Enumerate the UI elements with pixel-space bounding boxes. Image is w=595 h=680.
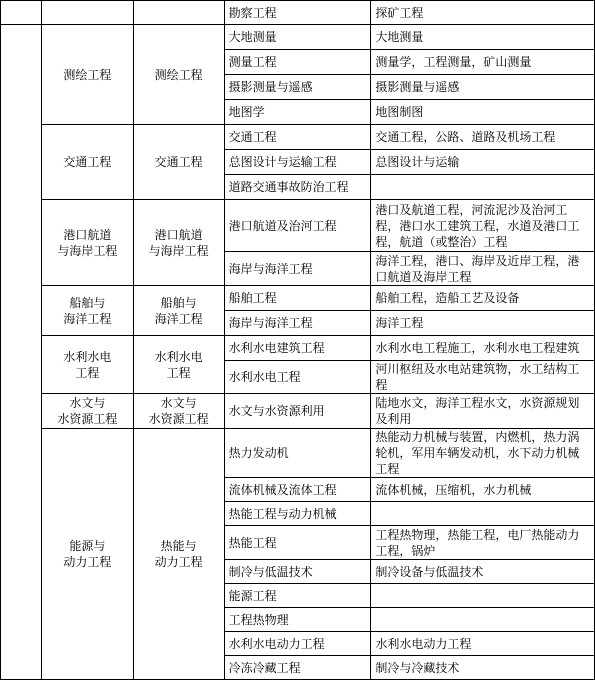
subject-cell: 水利水电动力工程 bbox=[224, 632, 371, 656]
subject-detail-cell: 工程热物理，热能工程，电厂热能动力工程，锅炉 bbox=[371, 526, 595, 560]
table-row bbox=[1, 200, 595, 252]
major-cell: 船舶与 海洋工程 bbox=[41, 286, 133, 336]
subject-detail-cell: 陆地水文，海洋工程水文，水资源规划及利用 bbox=[371, 394, 595, 429]
subject-detail-cell: 测量学，工程测量，矿山测量 bbox=[371, 50, 595, 75]
subject-cell: 水利水电建筑工程 bbox=[224, 336, 371, 361]
subject-cell: 热能工程与动力机械 bbox=[224, 502, 371, 526]
subject-detail-cell: 水利水电工程施工，水利水电工程建筑 bbox=[371, 336, 595, 361]
old-major-cell: 水文与 水资源工程 bbox=[133, 394, 224, 429]
subject-detail-cell: 海洋工程 bbox=[371, 311, 595, 336]
subject-detail-cell: 摄影测量与遥感 bbox=[371, 75, 595, 100]
subject-detail-cell: 制冷设备与低温技术 bbox=[371, 560, 595, 584]
table-row bbox=[1, 25, 595, 50]
subject-cell: 交通工程 bbox=[224, 125, 371, 150]
old-major-cell: 交通工程 bbox=[133, 125, 224, 200]
table-row bbox=[1, 125, 595, 150]
subject-cell: 海岸与海洋工程 bbox=[224, 252, 371, 286]
subject-cell: 能源工程 bbox=[224, 584, 371, 608]
subject-detail-cell: 海洋工程，港口、海岸及近岸工程，港口航道及海岸工程 bbox=[371, 252, 595, 286]
subject-cell: 大地测量 bbox=[224, 25, 371, 50]
subject-cell: 热能工程 bbox=[224, 526, 371, 560]
category-cell bbox=[1, 25, 42, 680]
subject-detail-cell: 船舶工程，造船工艺及设备 bbox=[371, 286, 595, 311]
old-major-cell bbox=[133, 1, 224, 25]
subject-detail-cell: 水利水电动力工程 bbox=[371, 632, 595, 656]
major-cell: 水文与 水资源工程 bbox=[41, 394, 133, 429]
subject-detail-cell: 制冷与冷藏技术 bbox=[371, 656, 595, 680]
subject-detail-cell: 探矿工程 bbox=[371, 1, 595, 25]
subject-detail-cell: 河川枢纽及水电站建筑物，水工结构工程 bbox=[371, 361, 595, 394]
subject-detail-cell: 热能动力机械与装置，内燃机，热力涡轮机，军用车辆发动机，水下动力机械工程 bbox=[371, 429, 595, 478]
table-row bbox=[1, 336, 595, 361]
major-cell: 港口航道 与海岸工程 bbox=[41, 200, 133, 286]
table-row bbox=[1, 429, 595, 478]
subject-detail-cell bbox=[371, 502, 595, 526]
subject-cell: 制冷与低温技术 bbox=[224, 560, 371, 584]
subject-detail-cell: 流体机械，压缩机，水力机械 bbox=[371, 478, 595, 502]
subject-detail-cell bbox=[371, 608, 595, 632]
subject-cell: 地图学 bbox=[224, 100, 371, 125]
old-major-cell: 测绘工程 bbox=[133, 25, 224, 125]
subject-cell: 工程热物理 bbox=[224, 608, 371, 632]
subject-cell: 冷冻冷藏工程 bbox=[224, 656, 371, 680]
old-major-cell: 热能与 动力工程 bbox=[133, 429, 224, 680]
major-cell bbox=[41, 1, 133, 25]
old-major-cell: 船舶与 海洋工程 bbox=[133, 286, 224, 336]
subject-cell: 勘察工程 bbox=[224, 1, 371, 25]
subject-detail-cell: 大地测量 bbox=[371, 25, 595, 50]
subject-cell: 海岸与海洋工程 bbox=[224, 311, 371, 336]
subject-cell: 港口航道及治河工程 bbox=[224, 200, 371, 252]
subject-cell: 流体机械及流体工程 bbox=[224, 478, 371, 502]
old-major-cell: 水利水电 工程 bbox=[133, 336, 224, 394]
subject-cell: 道路交通事故防治工程 bbox=[224, 175, 371, 200]
old-major-cell: 港口航道 与海岸工程 bbox=[133, 200, 224, 286]
major-cell: 能源与 动力工程 bbox=[41, 429, 133, 680]
subject-detail-cell bbox=[371, 584, 595, 608]
subject-cell: 总图设计与运输工程 bbox=[224, 150, 371, 175]
subject-detail-cell bbox=[371, 175, 595, 200]
subject-cell: 水利水电工程 bbox=[224, 361, 371, 394]
subject-cell: 水文与水资源利用 bbox=[224, 394, 371, 429]
subject-detail-cell: 交通工程，公路、道路及机场工程 bbox=[371, 125, 595, 150]
category-cell bbox=[1, 1, 42, 25]
major-cell: 交通工程 bbox=[41, 125, 133, 200]
subject-detail-cell: 地图制图 bbox=[371, 100, 595, 125]
subject-cell: 热力发动机 bbox=[224, 429, 371, 478]
table-row bbox=[1, 1, 595, 25]
major-cell: 测绘工程 bbox=[41, 25, 133, 125]
subject-cell: 摄影测量与遥感 bbox=[224, 75, 371, 100]
subject-detail-cell: 总图设计与运输 bbox=[371, 150, 595, 175]
subject-cell: 船舶工程 bbox=[224, 286, 371, 311]
subject-detail-cell: 港口及航道工程，河流泥沙及治河工程，港口水工建筑工程，水道及港口工程，航道（或整治）工程 bbox=[371, 200, 595, 252]
major-cell: 水利水电 工程 bbox=[41, 336, 133, 394]
subject-cell: 测量工程 bbox=[224, 50, 371, 75]
table-row bbox=[1, 286, 595, 311]
table-row bbox=[1, 394, 595, 429]
